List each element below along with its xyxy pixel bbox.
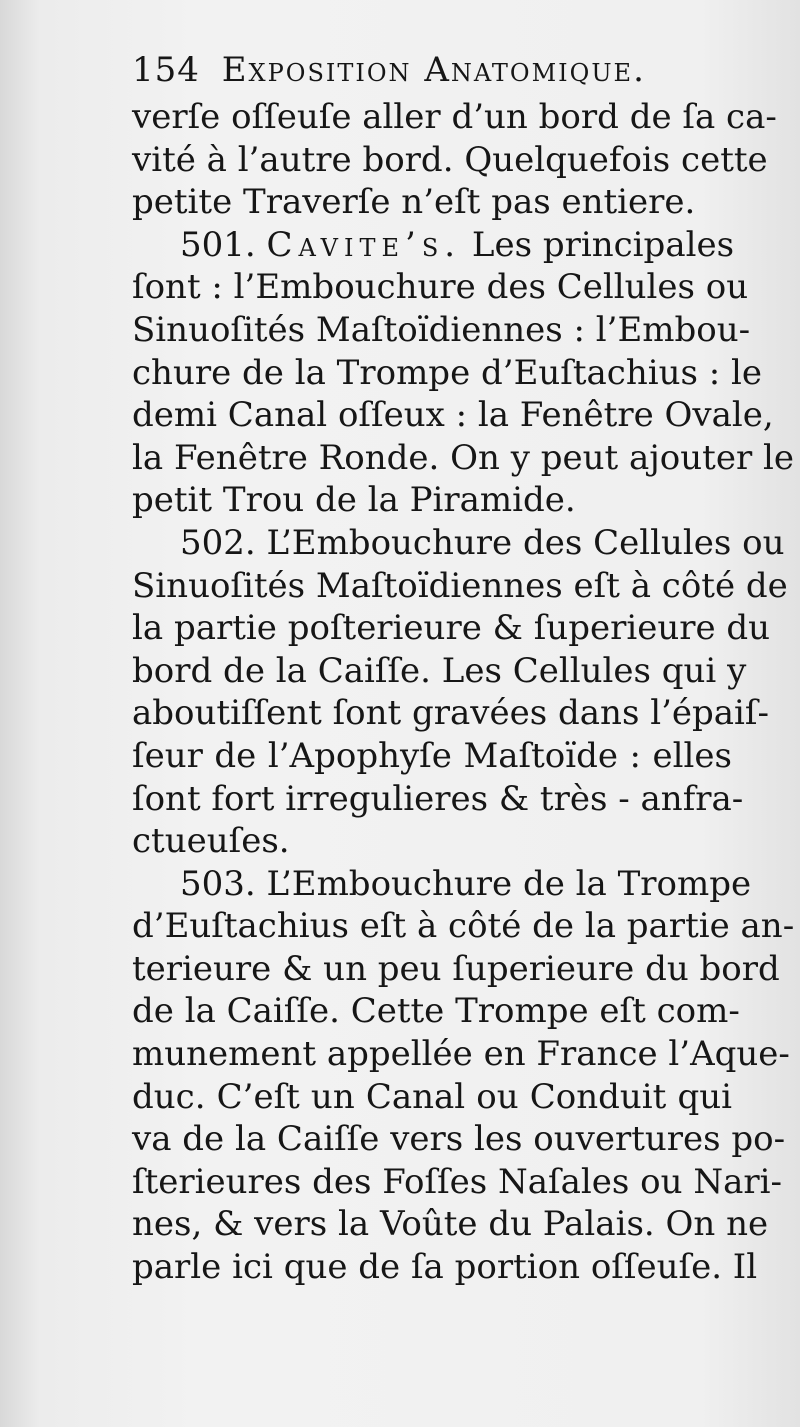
text-line: nes, & vers la Voûte du Palais. On ne — [132, 1204, 769, 1245]
text-line: ſont fort irregulieres & très - anfra- — [132, 778, 744, 819]
section-title: Cavite’s. — [266, 224, 462, 265]
text-line: bord de la Caiſſe. Les Cellules qui y — [132, 650, 747, 691]
paragraph-start-line: 503. L’Embouchure de la Trompe — [180, 863, 752, 904]
text-line: la partie poſterieure & ſuperieure du — [132, 608, 771, 649]
running-title: Exposition Anatomique. — [221, 50, 646, 90]
text-line: munement appellée en France l’Aque- — [132, 1034, 790, 1075]
section-heading-line — [132, 224, 735, 267]
text-line: va de la Caiſſe vers les ouvertures po- — [132, 1119, 786, 1160]
text-line: d’Euſtachius eſt à côté de la partie an- — [132, 906, 795, 947]
text-line: aboutiſſent ſont gravées dans l’épaiſ- — [132, 693, 769, 734]
section-text: Les principales — [471, 224, 735, 265]
text-line: ctueuſes. — [132, 821, 290, 862]
text-line: petite Traverſe n’eſt pas entiere. — [132, 182, 696, 223]
paragraph-start-line: 502. L’Embouchure des Cellules ou — [180, 522, 785, 563]
text-line: terieure & un peu ſuperieure du bord — [132, 948, 780, 989]
text-line: Sinuoſités Maſtoïdiennes : l’Embou- — [132, 309, 751, 350]
section-number: 501. — [180, 224, 256, 265]
page-header — [132, 44, 692, 96]
text-line: chure de la Trompe d’Euſtachius : le — [132, 352, 763, 393]
text-line: Sinuoſités Maſtoïdiennes eſt à côté de — [132, 565, 788, 606]
text-line: ſont : l’Embouchure des Cellules ou — [132, 267, 749, 308]
text-line: petit Trou de la Piramide. — [132, 480, 576, 521]
text-line: ſterieures des Foſſes Naſales ou Nari- — [132, 1161, 782, 1202]
text-line: verſe oſſeuſe aller d’un bord de ſa ca- — [132, 97, 777, 137]
text-line: la Fenêtre Ronde. On y peut ajouter le — [132, 437, 795, 478]
text-line: demi Canal oſſeux : la Fenêtre Ovale, — [132, 395, 774, 436]
page-number: 154 — [132, 50, 200, 90]
text-line: de la Caiſſe. Cette Trompe eſt com- — [132, 991, 740, 1032]
body-text — [132, 96, 795, 1289]
text-line: vité à l’autre bord. Quelquefois cette — [132, 139, 768, 180]
text-line: duc. C’eſt un Canal ou Conduit qui — [132, 1076, 732, 1117]
text-line: parle ici que de ſa portion oſſeuſe. Il — [132, 1247, 758, 1288]
text-line: ſeur de l’Apophyſe Maſtoïde : elles — [132, 735, 732, 776]
